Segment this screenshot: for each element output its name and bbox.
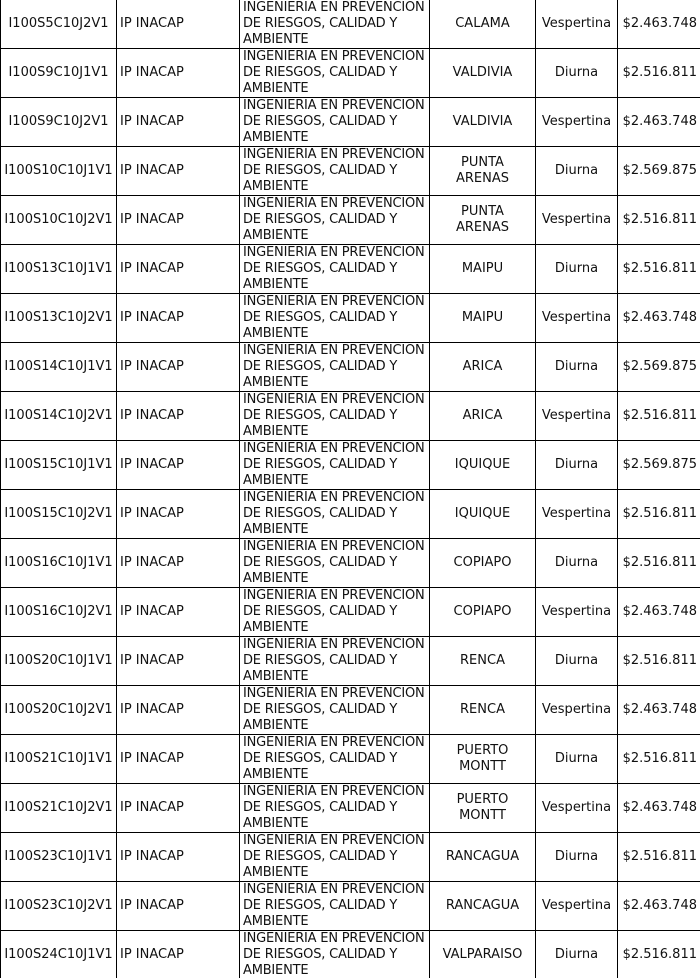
price-cell: $2.516.811 xyxy=(618,539,700,588)
shift-cell: Vespertina xyxy=(536,686,618,735)
shift-cell: Vespertina xyxy=(536,784,618,833)
program-name-cell: INGENIERIA EN PREVENCION DE RIESGOS, CALIDAD Y AMBIENTE xyxy=(240,49,430,98)
shift-cell: Vespertina xyxy=(536,588,618,637)
program-name-cell: INGENIERIA EN PREVENCION DE RIESGOS, CALIDAD Y AMBIENTE xyxy=(240,539,430,588)
program-code-cell: I100S10C10J1V1 xyxy=(1,147,117,196)
city-cell: MAIPU xyxy=(430,245,536,294)
city-cell: RENCA xyxy=(430,686,536,735)
program-name-cell: INGENIERIA EN PREVENCION DE RIESGOS, CALIDAD Y AMBIENTE xyxy=(240,245,430,294)
city-cell: COPIAPO xyxy=(430,588,536,637)
shift-cell: Diurna xyxy=(536,735,618,784)
institution-cell: IP INACAP xyxy=(117,196,240,245)
table-row xyxy=(1,294,700,343)
program-name-cell: INGENIERIA EN PREVENCION DE RIESGOS, CALIDAD Y AMBIENTE xyxy=(240,588,430,637)
program-code-cell: I100S20C10J2V1 xyxy=(1,686,117,735)
program-name-cell: INGENIERIA EN PREVENCION DE RIESGOS, CALIDAD Y AMBIENTE xyxy=(240,0,430,49)
city-cell: ARICA xyxy=(430,343,536,392)
institution-cell: IP INACAP xyxy=(117,588,240,637)
shift-cell: Vespertina xyxy=(536,0,618,49)
shift-cell: Vespertina xyxy=(536,882,618,931)
program-name-cell: INGENIERIA EN PREVENCION DE RIESGOS, CALIDAD Y AMBIENTE xyxy=(240,196,430,245)
table-row xyxy=(1,196,700,245)
price-cell: $2.516.811 xyxy=(618,637,700,686)
price-cell: $2.516.811 xyxy=(618,392,700,441)
program-name-cell: INGENIERIA EN PREVENCION DE RIESGOS, CALIDAD Y AMBIENTE xyxy=(240,882,430,931)
institution-cell: IP INACAP xyxy=(117,245,240,294)
program-code-cell: I100S21C10J2V1 xyxy=(1,784,117,833)
city-cell: PUNTA ARENAS xyxy=(430,196,536,245)
city-cell: CALAMA xyxy=(430,0,536,49)
program-name-cell: INGENIERIA EN PREVENCION DE RIESGOS, CALIDAD Y AMBIENTE xyxy=(240,686,430,735)
shift-cell: Diurna xyxy=(536,49,618,98)
institution-cell: IP INACAP xyxy=(117,294,240,343)
city-cell: ARICA xyxy=(430,392,536,441)
institution-cell: IP INACAP xyxy=(117,833,240,882)
price-cell: $2.463.748 xyxy=(618,784,700,833)
program-name-cell: INGENIERIA EN PREVENCION DE RIESGOS, CALIDAD Y AMBIENTE xyxy=(240,735,430,784)
shift-cell: Vespertina xyxy=(536,196,618,245)
institution-cell: IP INACAP xyxy=(117,0,240,49)
shift-cell: Diurna xyxy=(536,343,618,392)
institution-cell: IP INACAP xyxy=(117,735,240,784)
program-code-cell: I100S10C10J2V1 xyxy=(1,196,117,245)
program-name-cell: INGENIERIA EN PREVENCION DE RIESGOS, CALIDAD Y AMBIENTE xyxy=(240,833,430,882)
program-code-cell: I100S23C10J1V1 xyxy=(1,833,117,882)
program-code-cell: I100S20C10J1V1 xyxy=(1,637,117,686)
institution-cell: IP INACAP xyxy=(117,539,240,588)
program-name-cell: INGENIERIA EN PREVENCION DE RIESGOS, CALIDAD Y AMBIENTE xyxy=(240,441,430,490)
shift-cell: Vespertina xyxy=(536,392,618,441)
city-cell: PUERTO MONTT xyxy=(430,784,536,833)
program-name-cell: INGENIERIA EN PREVENCION DE RIESGOS, CALIDAD Y AMBIENTE xyxy=(240,98,430,147)
table-row xyxy=(1,588,700,637)
table-row xyxy=(1,686,700,735)
program-name-cell: INGENIERIA EN PREVENCION DE RIESGOS, CALIDAD Y AMBIENTE xyxy=(240,147,430,196)
program-code-cell: I100S5C10J2V1 xyxy=(1,0,117,49)
shift-cell: Diurna xyxy=(536,931,618,978)
table-row xyxy=(1,343,700,392)
price-cell: $2.463.748 xyxy=(618,294,700,343)
city-cell: RANCAGUA xyxy=(430,882,536,931)
city-cell: COPIAPO xyxy=(430,539,536,588)
program-name-cell: INGENIERIA EN PREVENCION DE RIESGOS, CALIDAD Y AMBIENTE xyxy=(240,931,430,978)
institution-cell: IP INACAP xyxy=(117,490,240,539)
program-code-cell: I100S13C10J2V1 xyxy=(1,294,117,343)
price-cell: $2.463.748 xyxy=(618,0,700,49)
institution-cell: IP INACAP xyxy=(117,49,240,98)
city-cell: VALDIVIA xyxy=(430,49,536,98)
program-name-cell: INGENIERIA EN PREVENCION DE RIESGOS, CALIDAD Y AMBIENTE xyxy=(240,637,430,686)
price-cell: $2.516.811 xyxy=(618,735,700,784)
institution-cell: IP INACAP xyxy=(117,637,240,686)
institution-cell: IP INACAP xyxy=(117,931,240,978)
price-cell: $2.516.811 xyxy=(618,931,700,978)
table-row xyxy=(1,637,700,686)
table-row xyxy=(1,539,700,588)
price-cell: $2.569.875 xyxy=(618,441,700,490)
shift-cell: Diurna xyxy=(536,637,618,686)
program-code-cell: I100S9C10J1V1 xyxy=(1,49,117,98)
city-cell: RANCAGUA xyxy=(430,833,536,882)
program-code-cell: I100S16C10J1V1 xyxy=(1,539,117,588)
table-body xyxy=(1,0,700,978)
shift-cell: Vespertina xyxy=(536,98,618,147)
program-code-cell: I100S15C10J1V1 xyxy=(1,441,117,490)
shift-cell: Vespertina xyxy=(536,294,618,343)
shift-cell: Diurna xyxy=(536,245,618,294)
shift-cell: Diurna xyxy=(536,539,618,588)
table-row xyxy=(1,147,700,196)
institution-cell: IP INACAP xyxy=(117,98,240,147)
shift-cell: Vespertina xyxy=(536,490,618,539)
institution-cell: IP INACAP xyxy=(117,441,240,490)
table-row xyxy=(1,784,700,833)
city-cell: PUERTO MONTT xyxy=(430,735,536,784)
price-cell: $2.516.811 xyxy=(618,49,700,98)
shift-cell: Diurna xyxy=(536,833,618,882)
table-row xyxy=(1,392,700,441)
table-row xyxy=(1,931,700,978)
table-row xyxy=(1,0,700,49)
program-code-cell: I100S16C10J2V1 xyxy=(1,588,117,637)
institution-cell: IP INACAP xyxy=(117,784,240,833)
program-code-cell: I100S14C10J2V1 xyxy=(1,392,117,441)
table-row xyxy=(1,735,700,784)
shift-cell: Diurna xyxy=(536,441,618,490)
price-cell: $2.516.811 xyxy=(618,490,700,539)
institution-cell: IP INACAP xyxy=(117,392,240,441)
institution-cell: IP INACAP xyxy=(117,882,240,931)
city-cell: PUNTA ARENAS xyxy=(430,147,536,196)
table-row xyxy=(1,98,700,147)
program-name-cell: INGENIERIA EN PREVENCION DE RIESGOS, CALIDAD Y AMBIENTE xyxy=(240,392,430,441)
table-row xyxy=(1,490,700,539)
price-cell: $2.463.748 xyxy=(618,588,700,637)
program-code-cell: I100S14C10J1V1 xyxy=(1,343,117,392)
table-row xyxy=(1,882,700,931)
city-cell: VALDIVIA xyxy=(430,98,536,147)
table-row xyxy=(1,833,700,882)
program-code-cell: I100S13C10J1V1 xyxy=(1,245,117,294)
program-name-cell: INGENIERIA EN PREVENCION DE RIESGOS, CALIDAD Y AMBIENTE xyxy=(240,294,430,343)
institution-cell: IP INACAP xyxy=(117,686,240,735)
program-code-cell: I100S21C10J1V1 xyxy=(1,735,117,784)
city-cell: VALPARAISO xyxy=(430,931,536,978)
program-code-cell: I100S9C10J2V1 xyxy=(1,98,117,147)
institution-cell: IP INACAP xyxy=(117,343,240,392)
program-name-cell: INGENIERIA EN PREVENCION DE RIESGOS, CALIDAD Y AMBIENTE xyxy=(240,490,430,539)
price-cell: $2.569.875 xyxy=(618,343,700,392)
city-cell: IQUIQUE xyxy=(430,441,536,490)
price-cell: $2.463.748 xyxy=(618,882,700,931)
price-cell: $2.463.748 xyxy=(618,98,700,147)
price-cell: $2.516.811 xyxy=(618,245,700,294)
price-cell: $2.463.748 xyxy=(618,686,700,735)
city-cell: IQUIQUE xyxy=(430,490,536,539)
city-cell: RENCA xyxy=(430,637,536,686)
program-name-cell: INGENIERIA EN PREVENCION DE RIESGOS, CALIDAD Y AMBIENTE xyxy=(240,784,430,833)
program-code-cell: I100S15C10J2V1 xyxy=(1,490,117,539)
program-name-cell: INGENIERIA EN PREVENCION DE RIESGOS, CALIDAD Y AMBIENTE xyxy=(240,343,430,392)
price-cell: $2.516.811 xyxy=(618,196,700,245)
price-cell: $2.516.811 xyxy=(618,833,700,882)
table-row xyxy=(1,441,700,490)
shift-cell: Diurna xyxy=(536,147,618,196)
table-row xyxy=(1,245,700,294)
program-code-cell: I100S23C10J2V1 xyxy=(1,882,117,931)
institution-cell: IP INACAP xyxy=(117,147,240,196)
price-cell: $2.569.875 xyxy=(618,147,700,196)
table-row xyxy=(1,49,700,98)
city-cell: MAIPU xyxy=(430,294,536,343)
program-code-cell: I100S24C10J1V1 xyxy=(1,931,117,978)
